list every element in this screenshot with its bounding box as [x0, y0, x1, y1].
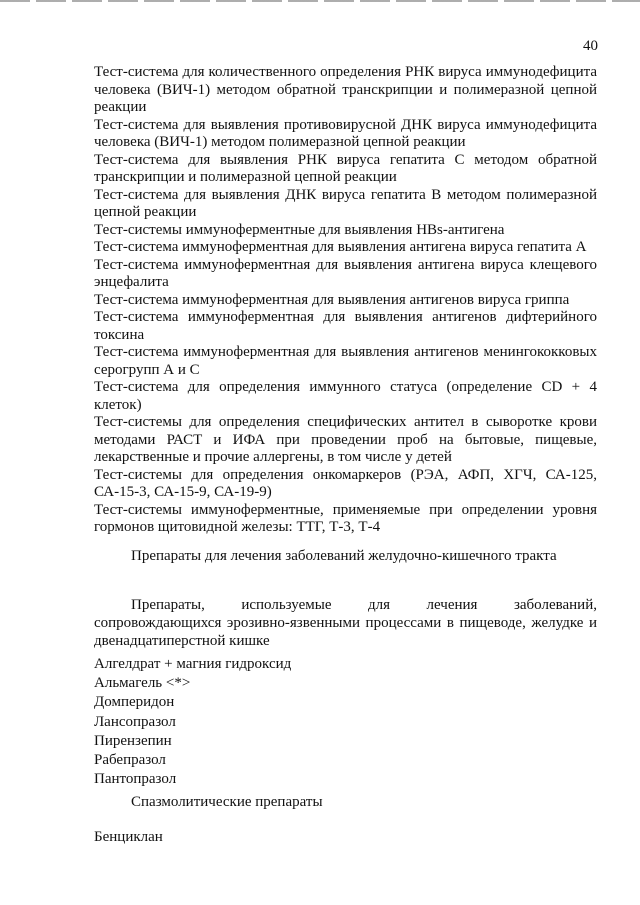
- drug-item: Пирензепин: [94, 732, 172, 749]
- section-heading: Препараты для лечения заболеваний желудочно-кишечного тракта: [131, 548, 557, 564]
- scan-edge-artifact: [0, 0, 640, 2]
- list-item: Тест-системы иммуноферментные для выявления HBs-антигена: [94, 221, 505, 238]
- drug-item: Бенциклан: [94, 829, 163, 845]
- list-item: Тест-система иммуноферментная для выявления антигена вируса клещевого энцефалита: [94, 256, 597, 290]
- drug-item: Альмагель <*>: [94, 675, 191, 692]
- intro-paragraph: Препараты, используемые для лечения заболеваний, сопровождающихся эрозивно-язвенными процессами в пищеводе, желудке и двенадцатиперстной кишке: [94, 597, 597, 649]
- list-item: Тест-система иммуноферментная для выявления антигенов дифтерийного токсина: [94, 309, 597, 343]
- test-system-list: [94, 64, 597, 537]
- page-number: 40: [583, 38, 598, 54]
- drug-item: Пантопразол: [94, 771, 177, 788]
- list-item: Тест-система иммуноферментная для выявления антигена вируса гепатита А: [94, 239, 587, 255]
- drug-item: Домперидон: [94, 694, 175, 711]
- list-item: Тест-система для выявления РНК вируса гепатита С методом обратной транскрипции и полимеразной цепной реакции: [94, 151, 597, 185]
- subsection-heading: Спазмолитические препараты: [131, 794, 323, 810]
- list-item: Тест-система иммуноферментная для выявления антигенов вируса гриппа: [94, 291, 570, 308]
- drug-item: Рабепразол: [94, 752, 166, 769]
- list-item: Тест-система для определения иммунного статуса (определение CD + 4 клеток): [94, 379, 597, 413]
- list-item: Тест-система для выявления противовирусной ДНК вируса иммунодефицита человека (ВИЧ-1) методом полимеразной цепной реакции: [94, 116, 597, 150]
- list-item: Тест-системы иммуноферментные, применяемые при определении уровня гормонов щитовидной железы: ТТГ, Т-3, Т-4: [94, 501, 597, 535]
- drug-list: [94, 655, 291, 789]
- drug-item: Лансопразол: [94, 713, 176, 730]
- list-item: Тест-системы для определения онкомаркеров (РЭА, АФП, ХГЧ, СА-125, СА-15-3, СА-15-9, СА-19-9): [94, 466, 597, 500]
- list-item: Тест-система для количественного определения РНК вируса иммунодефицита человека (ВИЧ-1) методом обратной транскрипции и полимеразной цепной реакции: [94, 64, 597, 115]
- drug-item: Алгелдрат + магния гидроксид: [94, 656, 292, 672]
- list-item: Тест-системы для определения специфических антител в сыворотке крови методами РАСТ и ИФА при проведении проб на бытовые, пищевые, лекарственные и прочие аллергены, в том числе у детей: [94, 414, 597, 465]
- list-item: Тест-система для выявления ДНК вируса гепатита В методом полимеразной цепной реакции: [94, 186, 597, 220]
- list-item: Тест-система иммуноферментная для выявления антигенов менингококковых серогрупп А и С: [94, 344, 597, 378]
